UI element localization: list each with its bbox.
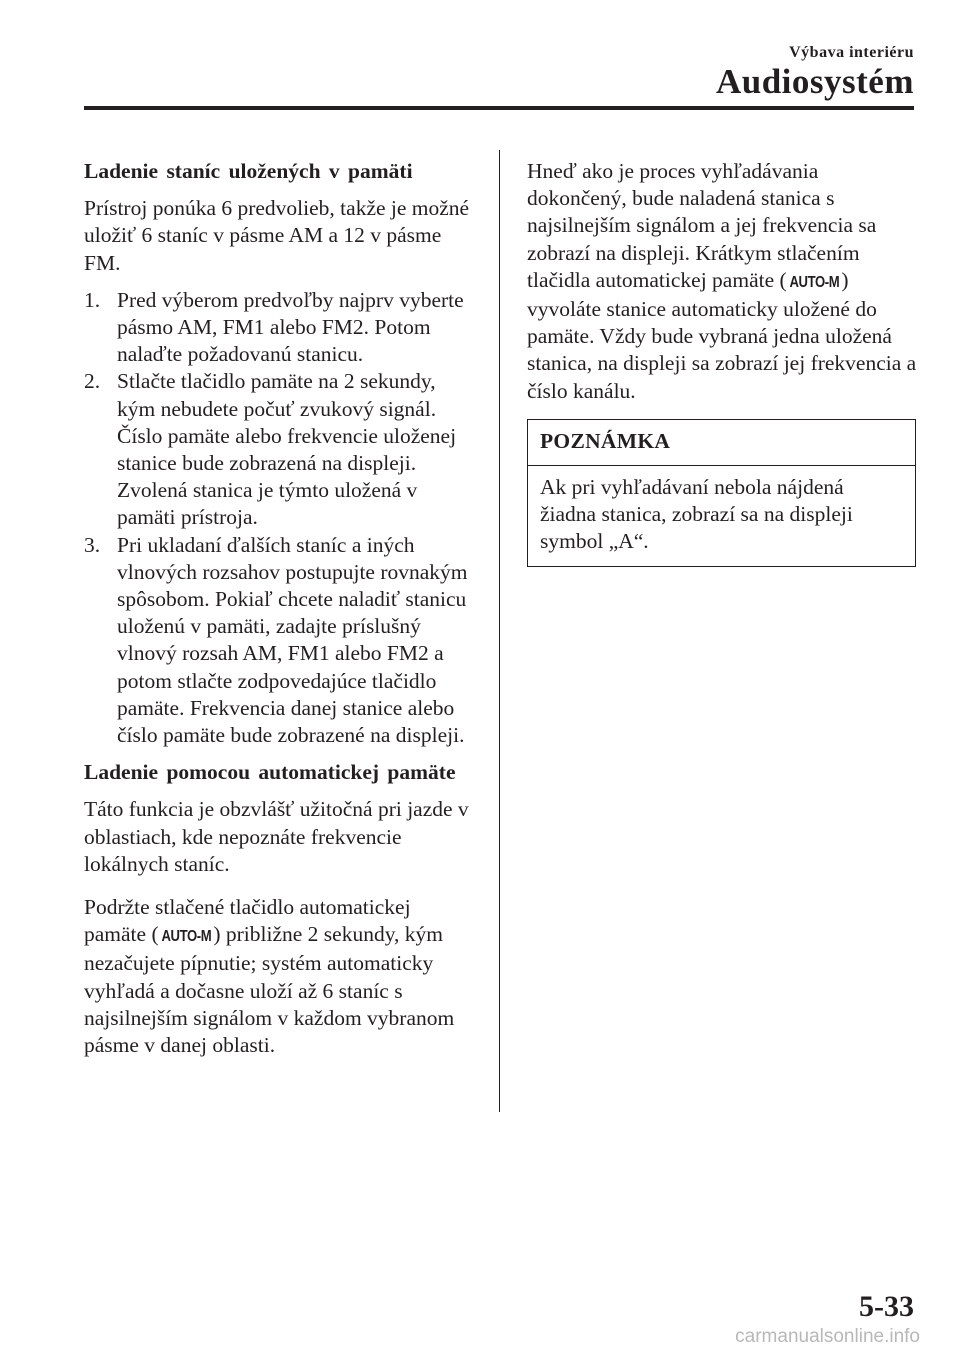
section-title: Výbava interiéru xyxy=(789,44,914,61)
intro-paragraph: Prístroj ponúka 6 predvolieb, takže je možné uložiť 6 staníc v pásme AM a 12 v pásme FM. xyxy=(84,196,470,275)
left-column xyxy=(84,158,474,1059)
auto-m-key-label: AUTO-M xyxy=(789,273,839,291)
heading-stored-stations: Ladenie staníc uložených v pamäti xyxy=(84,159,413,183)
text-run: Podržte stlačené tlačidlo automatickej pamäte ( xyxy=(84,895,411,947)
note-box xyxy=(527,419,916,567)
list-item xyxy=(84,368,474,531)
text-run: ) približne 2 sekundy, kým nezačujete pípnutie; systém automaticky vyhľadá a dočasne uloží až 6 staníc s najsilnejším signálom v každom vybranom pásme v danej oblasti. xyxy=(84,922,455,1058)
header-rule xyxy=(84,106,914,110)
page-number: 5-33 xyxy=(859,1290,914,1323)
text-run: Hneď ako je proces vyhľadávania dokončený, bude naladená stanica s najsilnejším signálom a jej frekvencia sa zobrazí na displeji. Krátkym stlačením tlačidla automatickej pamäte ( xyxy=(527,159,877,292)
watermark: carmanualsonline.info xyxy=(735,1326,920,1347)
auto-m-key-label: AUTO-M xyxy=(161,928,211,946)
list-item xyxy=(84,287,474,369)
auto-memory-intro: Táto funkcia je obzvlášť užitočná pri jazde v oblastiach, kde nepoznáte frekvencie lokálnych staníc. xyxy=(84,797,469,876)
step-number: 2. xyxy=(84,369,101,394)
note-title: POZNÁMKA xyxy=(528,420,915,466)
steps-list xyxy=(84,287,474,749)
search-result-paragraph xyxy=(527,158,917,405)
heading-auto-memory: Ladenie pomocou automatickej pamäte xyxy=(84,760,456,785)
column-divider xyxy=(499,150,500,1112)
auto-memory-paragraph xyxy=(84,894,474,1059)
page-title: Audiosystém xyxy=(715,62,914,101)
text-run: ) vyvoláte stanice automaticky uložené do pamäte. Vždy bude vybraná jedna uložená stanica, na displeji sa zobrazí jej frekvencia a číslo kanálu. xyxy=(527,267,917,403)
step-text: Pri ukladaní ďalších staníc a iných vlnových rozsahov postupujte rovnakým spôsobom. Pokiaľ chcete naladiť stanicu uloženú v pamäti, zadajte príslušný vlnový rozsah AM, FM1 alebo FM2 a potom stlačte zodpovedajúce tlačidlo pamäte. Frekvencia danej stanice alebo číslo pamäte bude zobrazené na displeji. xyxy=(117,532,468,748)
step-number: 1. xyxy=(84,287,101,312)
right-column xyxy=(527,158,917,567)
step-number: 3. xyxy=(84,532,101,557)
note-text: Ak pri vyhľadávaní nebola nájdená žiadna stanica, zobrazí sa na displeji symbol „A“. xyxy=(540,475,853,554)
step-text: Pred výberom predvoľby najprv vyberte pásmo AM, FM1 alebo FM2. Potom nalaďte požadovanú stanicu. xyxy=(117,287,464,367)
step-text: Stlačte tlačidlo pamäte na 2 sekundy, kým nebudete počuť zvukový signál. Číslo pamäte alebo frekvencie uloženej stanice bude zobrazená na displeji. Zvolená stanica je týmto uložená v pamäti prístroja. xyxy=(117,369,457,530)
list-item xyxy=(84,532,474,750)
